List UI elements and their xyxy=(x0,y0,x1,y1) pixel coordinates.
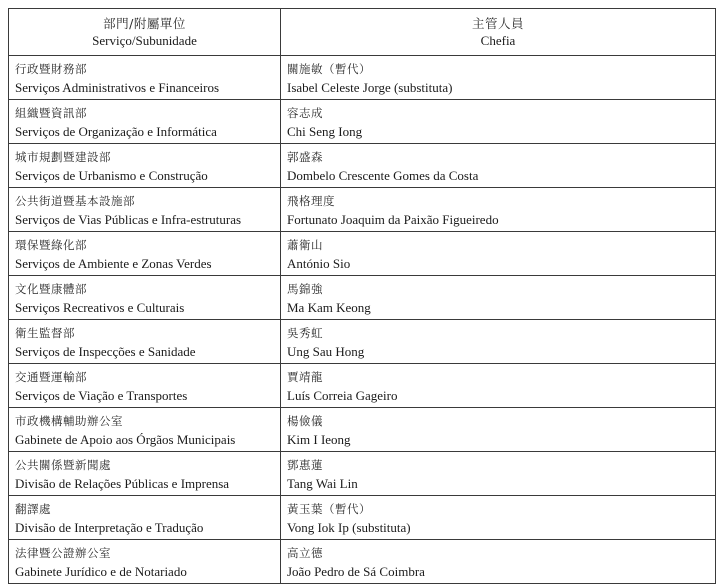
table-header-row xyxy=(9,9,716,56)
unit-cell xyxy=(9,364,281,408)
unit-cell xyxy=(9,452,281,496)
chief-cell xyxy=(281,232,716,276)
unit-name-zh: 行政暨財務部 xyxy=(15,62,87,76)
unit-cell xyxy=(9,232,281,276)
unit-name-zh: 衛生監督部 xyxy=(15,326,75,340)
table-row xyxy=(9,188,716,232)
chief-name-pt: Isabel Celeste Jorge (substituta) xyxy=(287,80,453,95)
unit-name-pt: Serviços Administrativos e Financeiros xyxy=(15,80,220,95)
unit-name-pt: Serviços de Vias Públicas e Infra-estruturas xyxy=(15,212,242,227)
header-chief xyxy=(281,9,716,56)
chief-name-pt: Vong Iok Ip (substituta) xyxy=(287,520,411,535)
header-unit-pt: Serviço/Subunidade xyxy=(92,33,197,48)
unit-cell xyxy=(9,188,281,232)
chief-name-zh: 賈靖龍 xyxy=(287,370,323,384)
chief-name-pt: João Pedro de Sá Coimbra xyxy=(287,564,425,579)
chief-cell xyxy=(281,100,716,144)
chief-name-pt: Dombelo Crescente Gomes da Costa xyxy=(287,168,479,183)
unit-cell xyxy=(9,320,281,364)
table-row xyxy=(9,364,716,408)
chief-cell xyxy=(281,320,716,364)
unit-name-pt: Gabinete de Apoio aos Órgãos Municipais xyxy=(15,432,236,447)
chief-name-zh: 吳秀虹 xyxy=(287,326,323,340)
unit-name-pt: Divisão de Interpretação e Tradução xyxy=(15,520,204,535)
chief-name-pt: António Sio xyxy=(287,256,351,271)
unit-name-zh: 文化暨康體部 xyxy=(15,282,87,296)
chief-name-zh: 高立德 xyxy=(287,546,323,560)
chief-cell xyxy=(281,56,716,100)
chief-name-zh: 鄧惠蓮 xyxy=(287,458,323,472)
unit-name-pt: Gabinete Jurídico e de Notariado xyxy=(15,564,187,579)
unit-name-zh: 翻譯處 xyxy=(15,502,51,516)
table-row xyxy=(9,100,716,144)
chief-name-pt: Chi Seng Iong xyxy=(287,124,363,139)
table-row xyxy=(9,452,716,496)
unit-cell xyxy=(9,496,281,540)
unit-name-zh: 公共關係暨新聞處 xyxy=(15,458,111,472)
chief-name-zh: 楊儉儀 xyxy=(287,414,323,428)
unit-name-pt: Serviços de Inspecções e Sanidade xyxy=(15,344,196,359)
chief-name-pt: Ung Sau Hong xyxy=(287,344,365,359)
chief-name-zh: 關施敏（暫代） xyxy=(287,62,371,76)
chief-cell xyxy=(281,540,716,584)
unit-name-zh: 交通暨運輸部 xyxy=(15,370,87,384)
chief-name-pt: Tang Wai Lin xyxy=(287,476,358,491)
unit-name-zh: 環保暨綠化部 xyxy=(15,238,87,252)
table-body xyxy=(9,56,716,584)
header-chief-zh: 主管人員 xyxy=(471,16,524,31)
unit-name-zh: 城市規劃暨建設部 xyxy=(15,150,111,164)
chief-cell xyxy=(281,144,716,188)
personnel-table xyxy=(8,8,716,584)
unit-cell xyxy=(9,56,281,100)
unit-name-zh: 市政機構輔助辦公室 xyxy=(15,414,123,428)
header-chief-pt: Chefia xyxy=(480,33,516,48)
table-row xyxy=(9,144,716,188)
unit-name-pt: Serviços de Viação e Transportes xyxy=(15,388,188,403)
unit-cell xyxy=(9,100,281,144)
unit-name-zh: 公共街道暨基本設施部 xyxy=(15,194,135,208)
chief-name-zh: 馬錦強 xyxy=(287,282,323,296)
table-row xyxy=(9,408,716,452)
unit-name-pt: Serviços de Urbanismo e Construção xyxy=(15,168,208,183)
table-row xyxy=(9,496,716,540)
chief-name-pt: Fortunato Joaquim da Paixão Figueiredo xyxy=(287,212,499,227)
table-row xyxy=(9,276,716,320)
table-row xyxy=(9,540,716,584)
unit-name-zh: 法律暨公證辦公室 xyxy=(15,546,111,560)
table-row xyxy=(9,320,716,364)
header-unit xyxy=(9,9,281,56)
unit-name-pt: Serviços Recreativos e Culturais xyxy=(15,300,185,315)
unit-cell xyxy=(9,408,281,452)
chief-name-zh: 容志成 xyxy=(287,106,323,120)
unit-name-pt: Divisão de Relações Públicas e Imprensa xyxy=(15,476,230,491)
header-unit-zh: 部門/附屬單位 xyxy=(103,16,186,31)
unit-cell xyxy=(9,144,281,188)
chief-name-zh: 郭盛森 xyxy=(287,150,323,164)
unit-name-pt: Serviços de Organização e Informática xyxy=(15,124,217,139)
chief-cell xyxy=(281,364,716,408)
chief-name-pt: Luís Correia Gageiro xyxy=(287,388,398,403)
chief-cell xyxy=(281,496,716,540)
chief-name-pt: Kim I Ieong xyxy=(287,432,351,447)
chief-name-zh: 蕭衛山 xyxy=(287,238,323,252)
unit-name-zh: 組織暨資訊部 xyxy=(15,106,87,120)
unit-cell xyxy=(9,540,281,584)
chief-name-zh: 飛格理度 xyxy=(287,194,335,208)
unit-name-pt: Serviços de Ambiente e Zonas Verdes xyxy=(15,256,212,271)
chief-cell xyxy=(281,408,716,452)
table-row xyxy=(9,56,716,100)
chief-cell xyxy=(281,276,716,320)
chief-name-zh: 黃玉葉（暫代） xyxy=(287,502,371,516)
unit-cell xyxy=(9,276,281,320)
chief-cell xyxy=(281,452,716,496)
chief-cell xyxy=(281,188,716,232)
table-row xyxy=(9,232,716,276)
chief-name-pt: Ma Kam Keong xyxy=(287,300,371,315)
